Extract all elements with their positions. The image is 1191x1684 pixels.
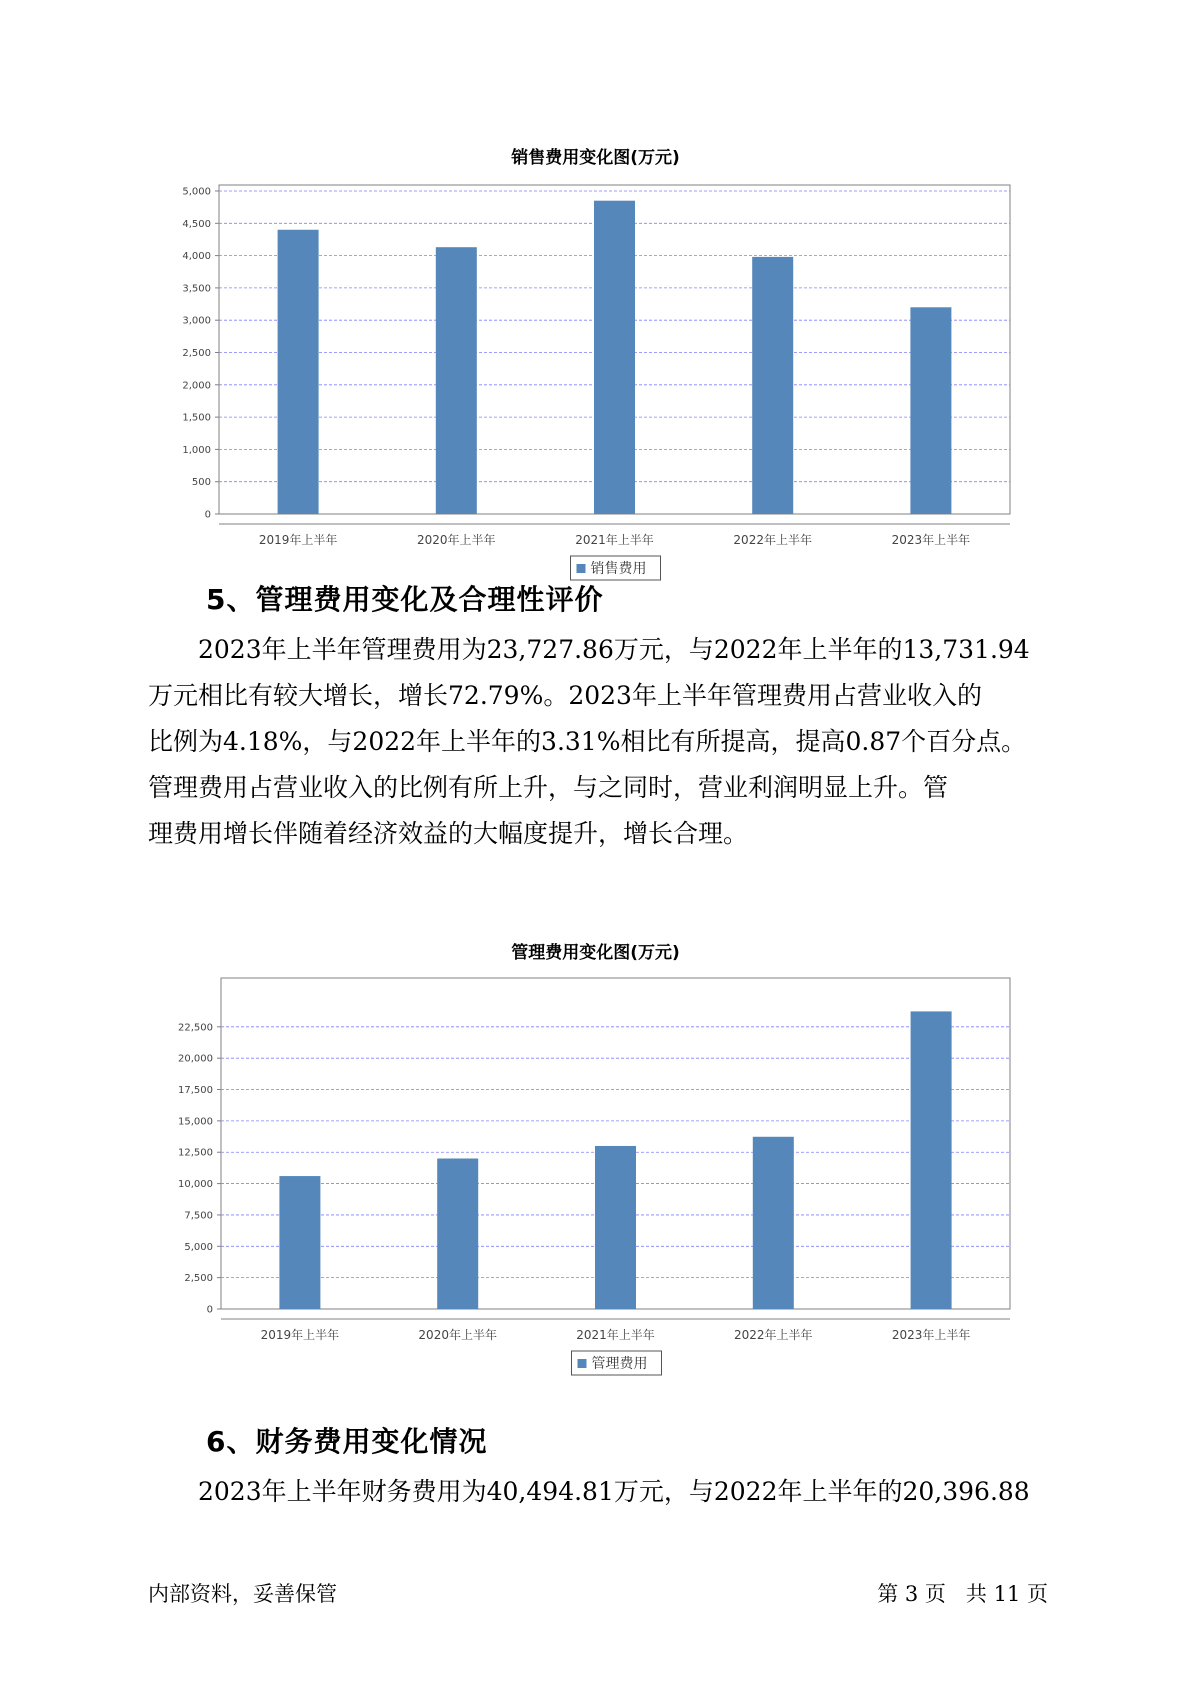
paragraph-line: 万元相比有较大增长，增长72.79%。2023年上半年管理费用占营业收入的 (148, 681, 982, 710)
y-tick-label: 1,000 (182, 444, 211, 456)
y-tick-label: 0 (206, 1304, 213, 1316)
x-tick-label: 2023年上半年 (891, 533, 971, 547)
section6-paragraph (148, 1469, 1078, 1515)
paragraph-line: 理费用增长伴随着经济效益的大幅度提升，增长合理。 (148, 819, 749, 848)
legend-label: 销售费用 (590, 561, 647, 577)
x-tick-label: 2020年上半年 (418, 1328, 497, 1342)
y-tick-label: 3,000 (182, 315, 211, 327)
bar (278, 230, 319, 514)
y-tick-label: 22,500 (178, 1022, 213, 1034)
y-tick-label: 1,500 (182, 412, 211, 424)
x-tick-label: 2021年上半年 (575, 533, 654, 547)
y-tick-label: 5,000 (182, 186, 211, 198)
y-tick-label: 12,500 (178, 1147, 213, 1159)
x-tick-label: 2021年上半年 (576, 1328, 655, 1342)
x-tick-label: 2019年上半年 (258, 533, 338, 547)
x-tick-label: 2022年上半年 (733, 533, 812, 547)
chart1-title: 销售费用变化图(万元) (511, 148, 680, 168)
x-tick-label: 2020年上半年 (417, 533, 496, 547)
y-tick-label: 7,500 (184, 1210, 213, 1222)
section5-paragraph (148, 627, 1078, 857)
x-tick-label: 2023年上半年 (891, 1328, 971, 1342)
bar (753, 1137, 794, 1309)
y-tick-label: 20,000 (178, 1053, 213, 1065)
bar (436, 247, 477, 514)
section6-heading: 6、财务费用变化情况 (206, 1425, 488, 1458)
paragraph-line: 2023年上半年财务费用为40,494.81万元，与2022年上半年的20,396.88 (198, 1477, 1030, 1506)
y-tick-label: 10,000 (178, 1179, 213, 1191)
legend-swatch (578, 1359, 587, 1368)
footer-page-number: 第 3 页 共 11 页 (877, 1582, 1048, 1606)
x-tick-label: 2022年上半年 (734, 1328, 813, 1342)
admin-expense-chart (0, 960, 1191, 1380)
bar (910, 307, 951, 514)
y-tick-label: 2,500 (184, 1273, 213, 1285)
y-tick-label: 17,500 (178, 1085, 213, 1097)
footer-confidential: 内部资料，妥善保管 (148, 1582, 337, 1606)
y-tick-label: 3,500 (182, 283, 211, 295)
bar (437, 1159, 478, 1310)
legend-label: 管理费用 (591, 1356, 648, 1372)
bar (594, 201, 635, 514)
y-tick-label: 0 (204, 509, 211, 521)
x-tick-label: 2019年上半年 (260, 1328, 340, 1342)
bar (752, 257, 793, 514)
section5-heading: 5、管理费用变化及合理性评价 (206, 583, 604, 616)
paragraph-line: 管理费用占营业收入的比例有所上升，与之同时，营业利润明显上升。管 (148, 773, 949, 802)
chart2-title: 管理费用变化图(万元) (511, 943, 680, 963)
paragraph-line: 2023年上半年管理费用为23,727.86万元，与2022年上半年的13,731.94 (198, 635, 1030, 664)
y-tick-label: 15,000 (178, 1116, 213, 1128)
bar (595, 1146, 636, 1309)
y-tick-label: 2,000 (182, 380, 211, 392)
y-tick-label: 4,500 (182, 218, 211, 230)
y-tick-label: 5,000 (184, 1241, 213, 1253)
paragraph-line: 比例为4.18%，与2022年上半年的3.31%相比有所提高，提高0.87个百分点。 (148, 727, 1027, 756)
bar (279, 1176, 320, 1309)
y-tick-label: 500 (191, 477, 211, 489)
sales-expense-chart (0, 0, 1191, 577)
y-tick-label: 2,500 (182, 348, 211, 359)
legend-swatch (577, 564, 586, 573)
bar (911, 1011, 952, 1309)
y-tick-label: 4,000 (182, 251, 211, 263)
